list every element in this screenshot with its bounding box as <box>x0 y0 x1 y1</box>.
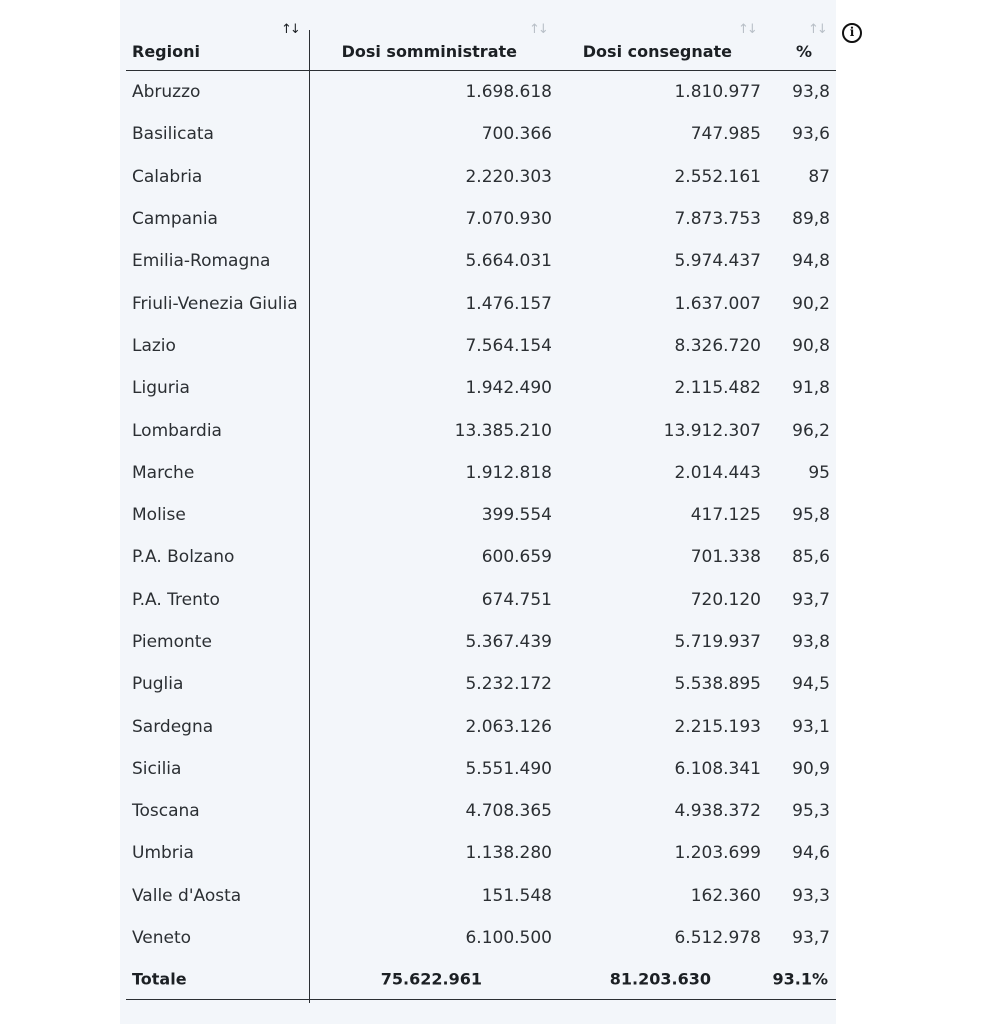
table-row <box>126 663 836 705</box>
somministrate-cell: 7.564.154 <box>465 335 552 356</box>
table-row <box>126 282 836 324</box>
percent-cell: 93,8 <box>792 632 830 652</box>
table-row <box>126 367 836 409</box>
total-percent: 93.1% <box>772 969 828 989</box>
somministrate-cell: 1.698.618 <box>465 82 552 103</box>
consegnate-cell: 6.512.978 <box>674 928 761 949</box>
region-cell: Molise <box>132 505 186 526</box>
somministrate-cell: 1.912.818 <box>465 462 552 483</box>
somministrate-cell: 2.063.126 <box>465 716 552 737</box>
header-dosi-somministrate[interactable]: Dosi somministrate <box>341 42 517 61</box>
table-row <box>126 325 836 367</box>
consegnate-cell: 2.552.161 <box>674 166 761 187</box>
somministrate-cell: 13.385.210 <box>454 420 552 441</box>
region-cell: Lazio <box>132 335 176 356</box>
somministrate-cell: 5.232.172 <box>465 674 552 695</box>
percent-cell: 96,2 <box>792 420 830 441</box>
somministrate-cell: 1.476.157 <box>465 293 552 314</box>
table-row <box>126 198 836 240</box>
somministrate-cell: 4.708.365 <box>465 801 552 822</box>
consegnate-cell: 4.938.372 <box>674 801 761 822</box>
consegnate-cell: 5.719.937 <box>674 632 761 652</box>
somministrate-cell: 151.548 <box>481 885 552 906</box>
table-row <box>126 748 836 790</box>
region-cell: P.A. Trento <box>132 589 220 610</box>
consegnate-cell: 1.810.977 <box>674 82 761 103</box>
table-header <box>126 14 836 71</box>
consegnate-cell: 720.120 <box>690 589 761 610</box>
region-cell: Lombardia <box>132 420 222 441</box>
sort-percent-icon[interactable]: ↑↓ <box>808 22 826 37</box>
region-cell: Toscana <box>132 801 200 822</box>
total-consegnate: 81.203.630 <box>609 969 711 989</box>
table-row <box>126 71 836 113</box>
table-row <box>126 579 836 621</box>
table-row <box>126 875 836 917</box>
consegnate-cell: 8.326.720 <box>674 335 761 356</box>
total-label: Totale <box>132 969 187 989</box>
consegnate-cell: 6.108.341 <box>674 758 761 779</box>
region-cell: Friuli-Venezia Giulia <box>132 293 298 314</box>
table-row <box>126 494 836 536</box>
consegnate-cell: 13.912.307 <box>663 420 761 441</box>
consegnate-cell: 5.538.895 <box>674 674 761 695</box>
percent-cell: 90,9 <box>792 758 830 779</box>
header-regioni[interactable]: Regioni <box>132 42 200 61</box>
consegnate-cell: 1.637.007 <box>674 293 761 314</box>
region-cell: Umbria <box>132 843 194 864</box>
table-body <box>126 71 836 959</box>
percent-cell: 93,7 <box>792 928 830 949</box>
percent-cell: 95,8 <box>792 505 830 526</box>
consegnate-cell: 5.974.437 <box>674 251 761 272</box>
info-icon[interactable]: i <box>842 23 862 43</box>
region-cell: Emilia-Romagna <box>132 251 271 272</box>
region-cell: Calabria <box>132 166 203 187</box>
table-row <box>126 536 836 578</box>
region-cell: Sardegna <box>132 716 214 737</box>
table-row <box>126 409 836 451</box>
somministrate-cell: 5.367.439 <box>465 632 552 652</box>
region-cell: Piemonte <box>132 632 212 652</box>
region-cell: Abruzzo <box>132 82 201 103</box>
table-row <box>126 240 836 282</box>
vaccine-doses-table <box>126 14 836 1000</box>
somministrate-cell: 600.659 <box>481 547 552 568</box>
consegnate-cell: 7.873.753 <box>674 209 761 230</box>
percent-cell: 93,6 <box>792 124 830 145</box>
table-row <box>126 156 836 198</box>
region-cell: Campania <box>132 209 218 230</box>
consegnate-cell: 701.338 <box>690 547 761 568</box>
consegnate-cell: 2.215.193 <box>674 716 761 737</box>
somministrate-cell: 5.664.031 <box>465 251 552 272</box>
region-cell: Marche <box>132 462 195 483</box>
consegnate-cell: 1.203.699 <box>674 843 761 864</box>
total-somministrate: 75.622.961 <box>380 969 482 989</box>
somministrate-cell: 674.751 <box>481 589 552 610</box>
percent-cell: 94,6 <box>792 843 830 864</box>
region-cell: Basilicata <box>132 124 214 145</box>
total-row <box>126 959 836 1000</box>
region-cell: Liguria <box>132 378 190 399</box>
percent-cell: 90,8 <box>792 335 830 356</box>
table-row <box>126 705 836 747</box>
table-row <box>126 832 836 874</box>
somministrate-cell: 5.551.490 <box>465 758 552 779</box>
percent-cell: 93,7 <box>792 589 830 610</box>
table-row <box>126 790 836 832</box>
header-percent[interactable]: % <box>796 42 813 61</box>
region-cell: Sicilia <box>132 758 182 779</box>
consegnate-cell: 747.985 <box>690 124 761 145</box>
header-dosi-consegnate[interactable]: Dosi consegnate <box>582 42 732 61</box>
region-cell: P.A. Bolzano <box>132 547 235 568</box>
table-row <box>126 452 836 494</box>
percent-cell: 93,8 <box>792 82 830 103</box>
region-cell: Puglia <box>132 674 184 695</box>
region-cell: Veneto <box>132 928 192 949</box>
table-row <box>126 113 836 155</box>
percent-cell: 91,8 <box>792 378 830 399</box>
table-row <box>126 917 836 959</box>
percent-cell: 90,2 <box>792 293 830 314</box>
percent-cell: 87 <box>808 166 830 187</box>
somministrate-cell: 7.070.930 <box>465 209 552 230</box>
percent-cell: 93,3 <box>792 885 830 906</box>
percent-cell: 93,1 <box>792 716 830 737</box>
percent-cell: 94,8 <box>792 251 830 272</box>
somministrate-cell: 700.366 <box>481 124 552 145</box>
percent-cell: 95 <box>808 462 830 483</box>
somministrate-cell: 2.220.303 <box>465 166 552 187</box>
column-divider <box>309 30 310 1003</box>
consegnate-cell: 2.014.443 <box>674 462 761 483</box>
percent-cell: 85,6 <box>792 547 830 568</box>
somministrate-cell: 399.554 <box>481 505 552 526</box>
somministrate-cell: 1.942.490 <box>465 378 552 399</box>
table-row <box>126 621 836 663</box>
consegnate-cell: 417.125 <box>690 505 761 526</box>
somministrate-cell: 1.138.280 <box>465 843 552 864</box>
sort-consegnate-icon[interactable]: ↑↓ <box>738 22 756 37</box>
consegnate-cell: 2.115.482 <box>674 378 761 399</box>
percent-cell: 94,5 <box>792 674 830 695</box>
percent-cell: 95,3 <box>792 801 830 822</box>
region-cell: Valle d'Aosta <box>132 885 242 906</box>
percent-cell: 89,8 <box>792 209 830 230</box>
sort-regioni-icon[interactable]: ↑↓ <box>281 22 299 37</box>
sort-somministrate-icon[interactable]: ↑↓ <box>529 22 547 37</box>
somministrate-cell: 6.100.500 <box>465 928 552 949</box>
consegnate-cell: 162.360 <box>690 885 761 906</box>
